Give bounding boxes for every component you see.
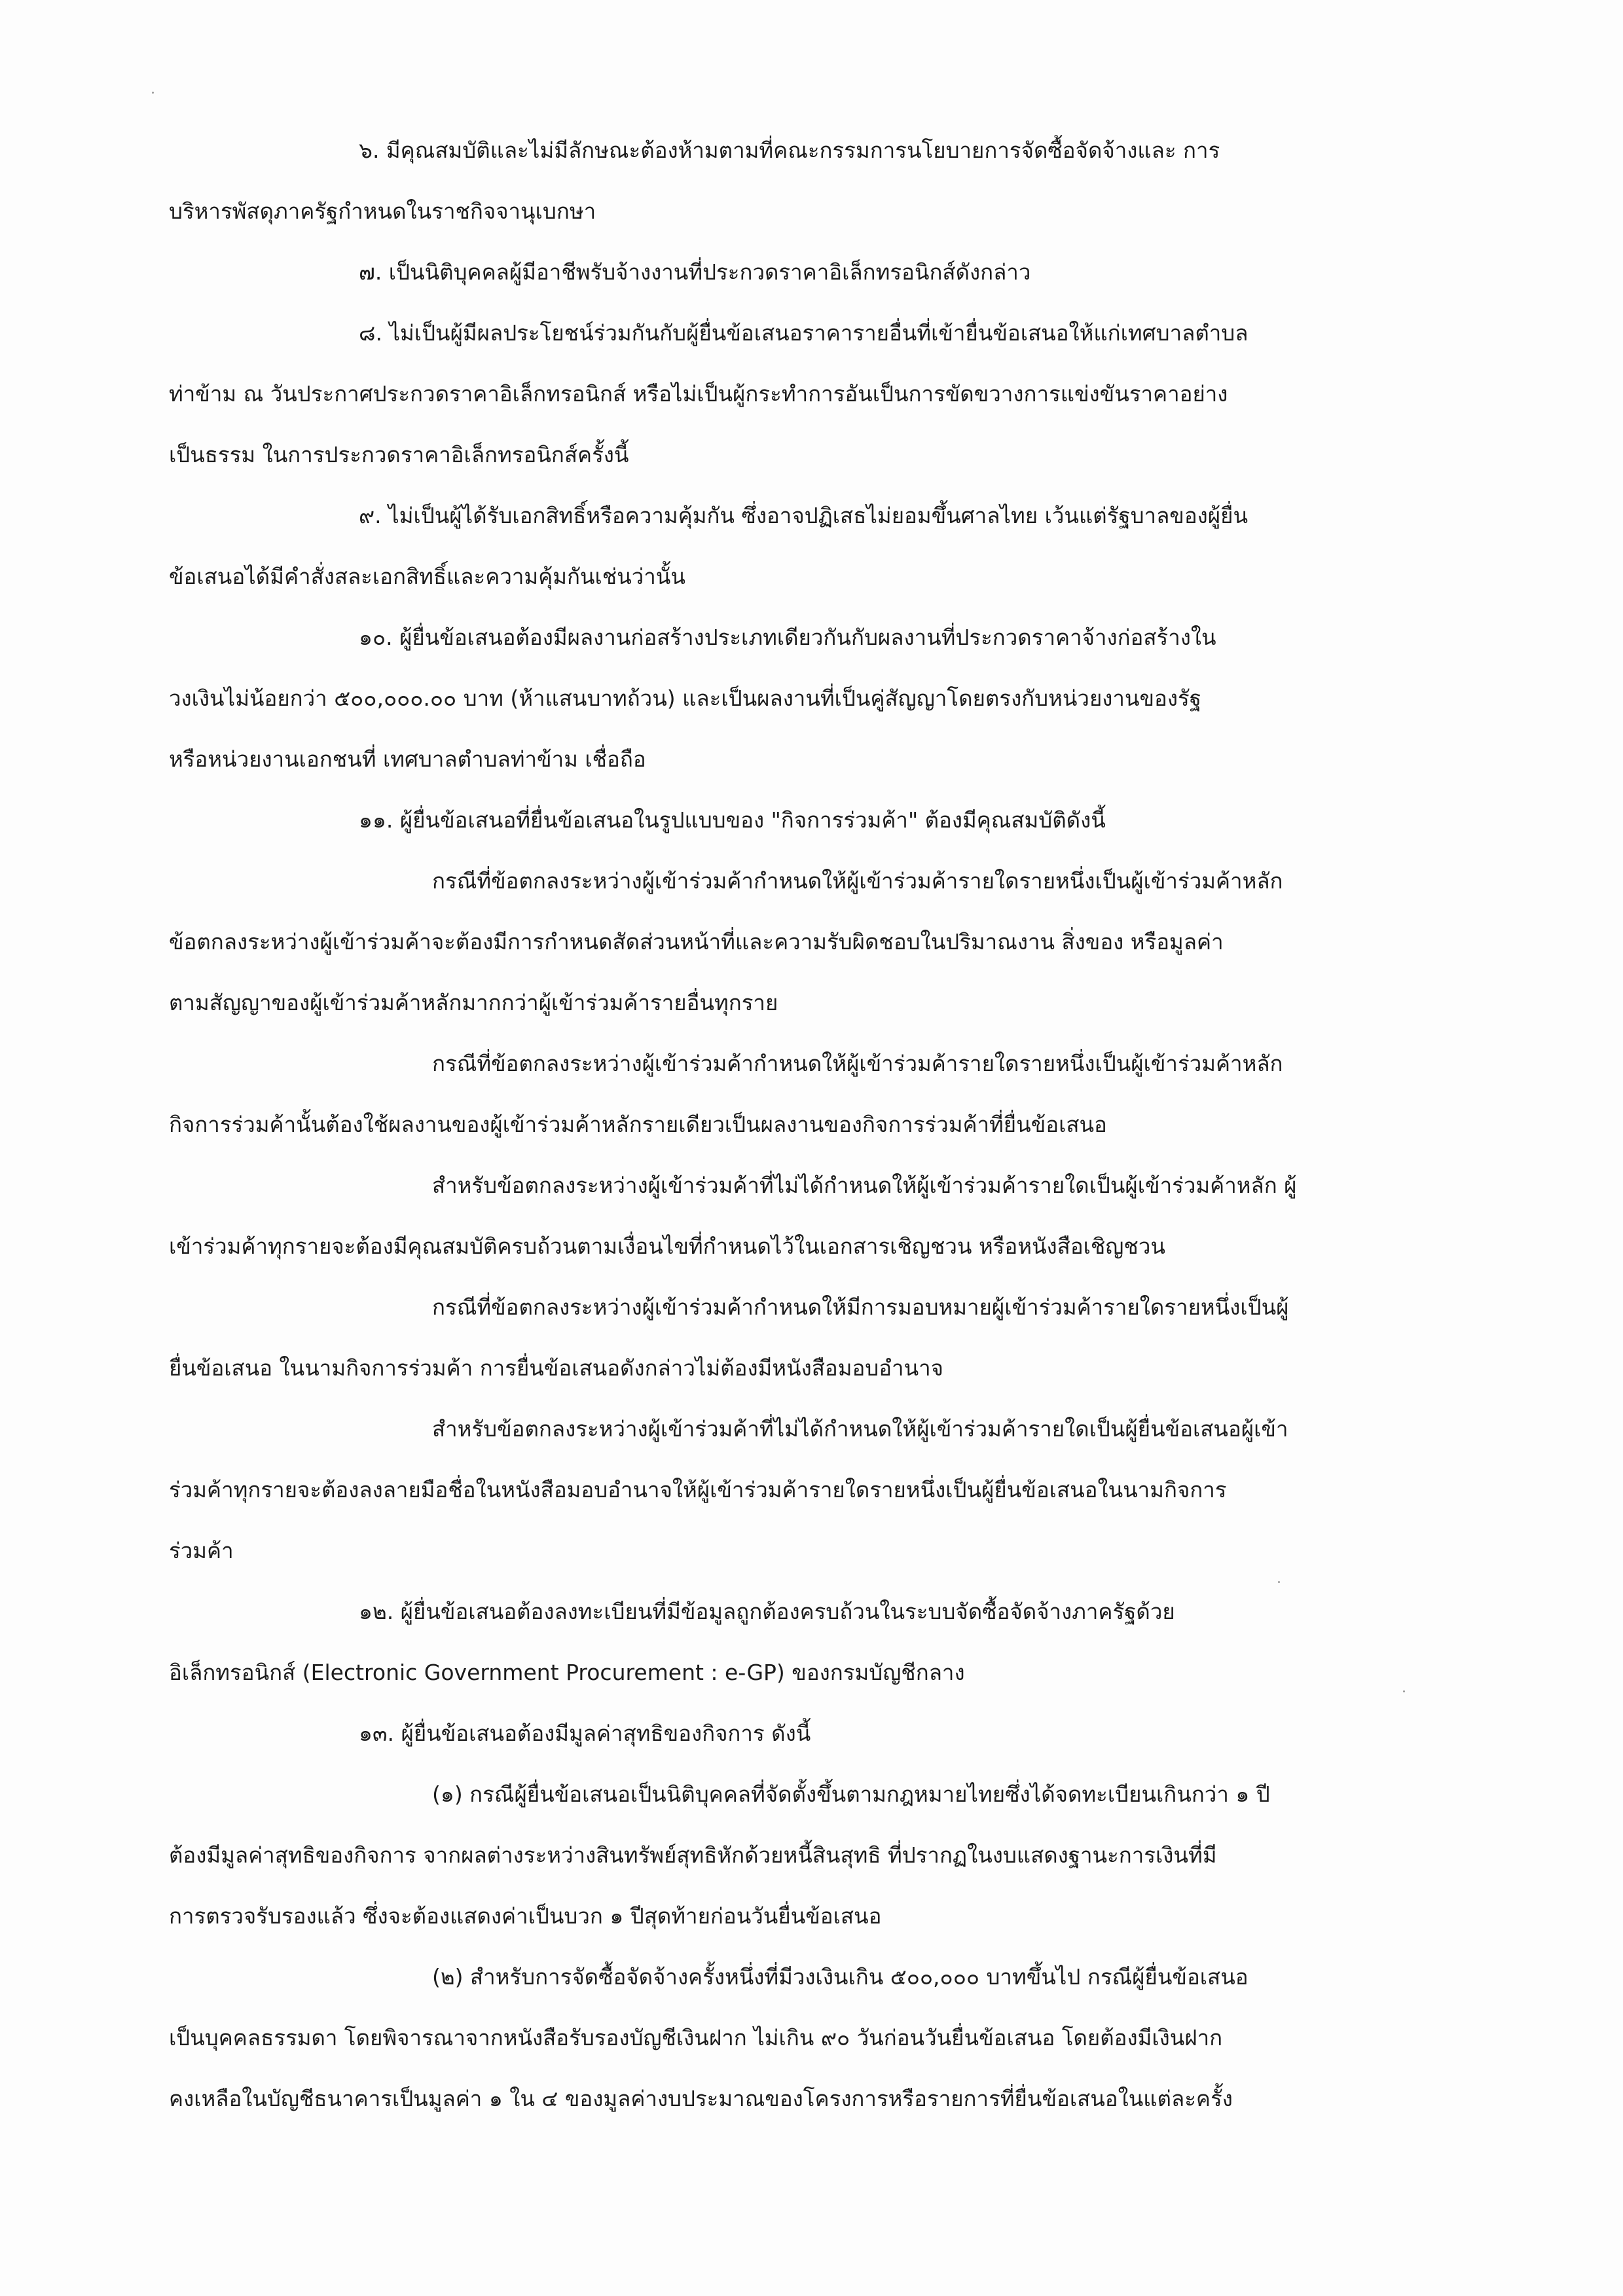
clause-13-sub-1-line-1: (๑) กรณีผู้ยื่นข้อเสนอเป็นนิติบุคคลที่จัดตั้งขึ้นตามกฎหมายไทยซึ่งได้จดทะเบียนเกินกว่า ๑ ปี [432, 1781, 1270, 1807]
clause-10-line-1: ๑๐. ผู้ยื่นข้อเสนอต้องมีผลงานก่อสร้างประเภทเดียวกันกับผลงานที่ประกวดราคาจ้างก่อสร้างใน [359, 625, 1216, 650]
clause-13-line-1: ๑๓. ผู้ยื่นข้อเสนอต้องมีมูลค่าสุทธิของกิจการ ดังนี้ [359, 1721, 811, 1746]
document-body [169, 120, 1453, 2129]
clause-7-line-1: ๗. เป็นนิติบุคคลผู้มีอาชีพรับจ้างงานที่ประกวดราคาอิเล็กทรอนิกส์ดังกล่าว [359, 259, 1031, 285]
scan-speck [152, 92, 154, 94]
clause-11-para-4-line-1: กรณีที่ข้อตกลงระหว่างผู้เข้าร่วมค้ากำหนดให้มีการมอบหมายผู้เข้าร่วมค้ารายใดรายหนึ่งเป็นผู้ [432, 1294, 1289, 1320]
clause-13-sub-1-line-2: ต้องมีมูลค่าสุทธิของกิจการ จากผลต่างระหว่างสินทรัพย์สุทธิหักด้วยหนี้สินสุทธิ ที่ปรากฏในงบแสดงฐานะการเงินที่มี [169, 1842, 1217, 1868]
clause-11-para-2-line-2: กิจการร่วมค้านั้นต้องใช้ผลงานของผู้เข้าร่วมค้าหลักรายเดียวเป็นผลงานของกิจการร่วมค้าที่ยื่นข้อเสนอ [169, 1112, 1107, 1137]
clause-9-line-2: ข้อเสนอได้มีคำสั่งสละเอกสิทธิ์และความคุ้มกันเช่นว่านั้น [169, 564, 685, 589]
clause-13-sub-2-line-3: คงเหลือในบัญชีธนาคารเป็นมูลค่า ๑ ใน ๔ ของมูลค่างบประมาณของโครงการหรือรายการที่ยื่นข้อเสนอในแต่ละครั้ง [169, 2086, 1233, 2111]
scan-speck [1278, 1581, 1280, 1583]
clause-11-para-4-line-2: ยื่นข้อเสนอ ในนามกิจการร่วมค้า การยื่นข้อเสนอดังกล่าวไม่ต้องมีหนังสือมอบอำนาจ [169, 1355, 943, 1381]
clause-11-para-5-line-2: ร่วมค้าทุกรายจะต้องลงลายมือชื่อในหนังสือมอบอำนาจให้ผู้เข้าร่วมค้ารายใดรายหนึ่งเป็นผู้ยื่นข้อเสนอในนามกิจการ [169, 1477, 1227, 1503]
clause-10-line-2: วงเงินไม่น้อยกว่า ๕๐๐,๐๐๐.๐๐ บาท (ห้าแสนบาทถ้วน) และเป็นผลงานที่เป็นคู่สัญญาโดยตรงกับหน่วยงานของรัฐ [169, 685, 1201, 711]
clause-11-para-1-line-1: กรณีที่ข้อตกลงระหว่างผู้เข้าร่วมค้ากำหนดให้ผู้เข้าร่วมค้ารายใดรายหนึ่งเป็นผู้เข้าร่วมค้าหลัก [432, 868, 1283, 894]
clause-11-para-5-line-3: ร่วมค้า [169, 1538, 234, 1563]
clause-11-para-5-line-1: สำหรับข้อตกลงระหว่างผู้เข้าร่วมค้าที่ไม่ได้กำหนดให้ผู้เข้าร่วมค้ารายใดเป็นผู้ยื่นข้อเสนอผู้เข้า [432, 1416, 1288, 1442]
clause-12-line-2: อิเล็กทรอนิกส์ (Electronic Government Procurement : e-GP) ของกรมบัญชีกลาง [169, 1660, 965, 1685]
clause-10-line-3: หรือหน่วยงานเอกชนที่ เทศบาลตำบลท่าข้าม เชื่อถือ [169, 746, 646, 772]
clause-12-line-1: ๑๒. ผู้ยื่นข้อเสนอต้องลงทะเบียนที่มีข้อมูลถูกต้องครบถ้วนในระบบจัดซื้อจัดจ้างภาครัฐด้วย [359, 1599, 1175, 1624]
clause-11-para-2-line-1: กรณีที่ข้อตกลงระหว่างผู้เข้าร่วมค้ากำหนดให้ผู้เข้าร่วมค้ารายใดรายหนึ่งเป็นผู้เข้าร่วมค้าหลัก [432, 1051, 1283, 1076]
clause-11-para-3-line-2: เข้าร่วมค้าทุกรายจะต้องมีคุณสมบัติครบถ้วนตามเงื่อนไขที่กำหนดไว้ในเอกสารเชิญชวน หรือหนังสือเชิญชวน [169, 1233, 1165, 1259]
clause-8-line-2: ท่าข้าม ณ วันประกาศประกวดราคาอิเล็กทรอนิกส์ หรือไม่เป็นผู้กระทำการอันเป็นการขัดขวางการแข่งขันราคาอย่าง [169, 381, 1228, 407]
scan-speck [1403, 1690, 1405, 1692]
clause-13-sub-2-line-2: เป็นบุคคลธรรมดา โดยพิจารณาจากหนังสือรับรองบัญชีเงินฝาก ไม่เกิน ๙๐ วันก่อนวันยื่นข้อเสนอ โดยต้องมีเงินฝาก [169, 2025, 1223, 2050]
clause-11-line-1: ๑๑. ผู้ยื่นข้อเสนอที่ยื่นข้อเสนอในรูปแบบของ "กิจการร่วมค้า" ต้องมีคุณสมบัติดังนี้ [359, 807, 1106, 833]
clause-11-para-3-line-1: สำหรับข้อตกลงระหว่างผู้เข้าร่วมค้าที่ไม่ได้กำหนดให้ผู้เข้าร่วมค้ารายใดเป็นผู้เข้าร่วมค้าหลัก ผู้ [432, 1173, 1297, 1198]
clause-8-line-1: ๘. ไม่เป็นผู้มีผลประโยชน์ร่วมกันกับผู้ยื่นข้อเสนอราคารายอื่นที่เข้ายื่นข้อเสนอให้แก่เทศบาลตำบล [359, 320, 1249, 346]
clause-11-para-1-line-2: ข้อตกลงระหว่างผู้เข้าร่วมค้าจะต้องมีการกำหนดสัดส่วนหน้าที่และความรับผิดชอบในปริมาณงาน สิ่งของ หรือมูลค่า [169, 929, 1224, 955]
clause-8-line-3: เป็นธรรม ในการประกวดราคาอิเล็กทรอนิกส์ครั้งนี้ [169, 442, 629, 467]
clause-9-line-1: ๙. ไม่เป็นผู้ได้รับเอกสิทธิ์หรือความคุ้มกัน ซึ่งอาจปฏิเสธไม่ยอมขึ้นศาลไทย เว้นแต่รัฐบาลของผู้ยื่น [359, 503, 1249, 528]
clause-11-para-1-line-3: ตามสัญญาของผู้เข้าร่วมค้าหลักมากกว่าผู้เข้าร่วมค้ารายอื่นทุกราย [169, 990, 778, 1015]
clause-6-line-2: บริหารพัสดุภาครัฐกำหนดในราชกิจจานุเบกษา [169, 198, 596, 224]
clause-13-sub-2-line-1: (๒) สำหรับการจัดซื้อจัดจ้างครั้งหนึ่งที่มีวงเงินเกิน ๕๐๐,๐๐๐ บาทขึ้นไป กรณีผู้ยื่นข้อเสนอ [432, 1964, 1249, 1990]
clause-13-sub-1-line-3: การตรวจรับรองแล้ว ซึ่งจะต้องแสดงค่าเป็นบวก ๑ ปีสุดท้ายก่อนวันยื่นข้อเสนอ [169, 1903, 882, 1929]
clause-6-line-1: ๖. มีคุณสมบัติและไม่มีลักษณะต้องห้ามตามที่คณะกรรมการนโยบายการจัดซื้อจัดจ้างและ การ [359, 137, 1220, 163]
